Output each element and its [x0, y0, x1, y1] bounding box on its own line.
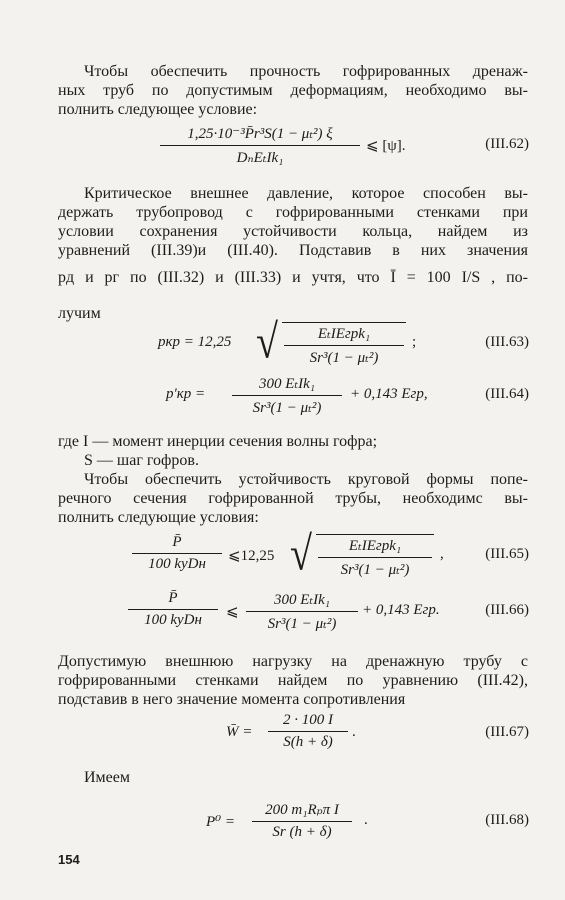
text-line: где I — момент инерции сечения волны гофра;	[58, 433, 378, 450]
denominator: Sr³(1 − μₜ²)	[309, 350, 379, 366]
fraction	[160, 124, 360, 167]
equation-number: (III.67)	[485, 724, 529, 740]
legend-where	[58, 432, 528, 470]
equation-iii-63	[0, 314, 565, 370]
tail: .	[352, 724, 356, 740]
relation: ⩽	[226, 604, 239, 620]
paragraph-strength-condition	[58, 62, 528, 119]
numerator: P̄	[168, 590, 178, 606]
fraction	[128, 590, 218, 629]
equation-number: (III.62)	[485, 136, 529, 152]
relation: ⩽12,25	[228, 548, 275, 564]
denominator: 100 kуDн	[148, 556, 206, 572]
numerator: 1,25·10⁻³P̄r³S(1 − μₜ²) ξ	[187, 126, 333, 142]
fraction	[132, 534, 222, 573]
equation-iii-67	[0, 712, 565, 760]
text-line: Чтобы обеспечить прочность гофрированных дренаж-	[84, 63, 528, 80]
equation-iii-66	[0, 590, 565, 638]
equation-number: (III.66)	[485, 602, 529, 618]
text-line: Допустимую внешнюю нагрузку на дренажную трубу с	[58, 653, 528, 670]
equation-iii-64	[0, 374, 565, 422]
equation-number: (III.63)	[485, 334, 529, 350]
denominator: Sr³(1 − μₜ²)	[267, 616, 337, 632]
lhs: pкр = 12,25	[158, 334, 232, 350]
numerator: 2 · 100 I	[283, 712, 333, 728]
lhs: W̄ =	[226, 724, 253, 740]
paragraph-we-have	[58, 768, 528, 787]
text-line: речного сечения гофрированной трубы, необходимс вы-	[58, 490, 528, 507]
radical-sign: √	[290, 526, 312, 581]
text-line: Критическое внешнее давление, которое способен вы-	[84, 185, 528, 202]
text-line: подставив в него значение момента сопротивления	[58, 691, 406, 708]
equation-number: (III.64)	[485, 386, 529, 402]
text-line: уравнений (III.39)и (III.40). Подставив в них значения	[58, 242, 528, 259]
text-line: S — шаг гофров.	[84, 452, 199, 469]
numerator: 200 m₁Rₚπ I	[265, 802, 339, 818]
text-line: условии сохранения устойчивости кольца, найдем из	[58, 223, 528, 240]
fraction	[232, 374, 342, 417]
equation-iii-68	[0, 800, 565, 848]
radicand	[284, 324, 404, 367]
tail: .	[364, 812, 368, 828]
equation-iii-62	[0, 124, 565, 172]
denominator: 100 kуDн	[144, 612, 202, 628]
equation-number: (III.65)	[485, 546, 529, 562]
text-line: Чтобы обеспечить устойчивость круговой формы попе-	[84, 471, 528, 488]
text-line: Имеем	[84, 769, 131, 786]
tail: + 0,143 Eгр.	[362, 602, 440, 618]
tail: + 0,143 Eгр,	[350, 386, 428, 402]
numerator: P̄	[172, 534, 182, 550]
paragraph-critical-pressure-cont	[58, 268, 528, 287]
denominator: S(h + δ)	[283, 734, 333, 750]
text-line: полнить следующее условие:	[58, 101, 258, 118]
relation: ⩽ [ψ].	[366, 138, 406, 154]
text-line: гофрированными стенками найдем по уравнению (III.42),	[58, 672, 528, 689]
numerator: 300 EₜIk₁	[274, 592, 330, 608]
paragraph-critical-pressure	[58, 184, 528, 260]
numerator: EₜIEгрk₁	[348, 538, 402, 554]
radicand	[318, 536, 432, 579]
numerator: 300 EₜIk₁	[259, 376, 315, 392]
fraction	[268, 712, 348, 751]
text-line: ных труб по допустимым деформациям, необходимо вы-	[58, 82, 528, 99]
paragraph-allowable-load	[58, 652, 528, 709]
text-line: pд и pг по (III.32) и (III.33) и учтя, что Ī = 100 I/S , по-	[58, 269, 528, 286]
equation-iii-65	[0, 526, 565, 582]
text-line: полнить следующие условия:	[58, 509, 259, 526]
fraction	[246, 590, 358, 633]
radical-sign: √	[256, 314, 278, 369]
tail: ;	[412, 334, 417, 350]
text-line: лучим	[58, 305, 101, 322]
fraction	[252, 800, 352, 841]
denominator: Sr³(1 − μₜ²)	[340, 562, 410, 578]
tail: ,	[440, 546, 444, 562]
equation-number: (III.68)	[485, 812, 529, 828]
paragraph-critical-pressure-end	[58, 304, 528, 323]
numerator: EₜIEгрk₁	[317, 326, 371, 342]
denominator: DₙEₜIk₁	[236, 150, 284, 166]
denominator: Sr³(1 − μₜ²)	[252, 400, 322, 416]
page-number: 154	[58, 852, 80, 867]
text-line: держать трубопровод с гофрированными стенками при	[58, 204, 528, 221]
lhs: P⁰ =	[206, 814, 236, 830]
paragraph-stability-conditions	[58, 470, 528, 527]
lhs: p′кр =	[166, 386, 206, 402]
denominator: Sr (h + δ)	[272, 824, 332, 840]
